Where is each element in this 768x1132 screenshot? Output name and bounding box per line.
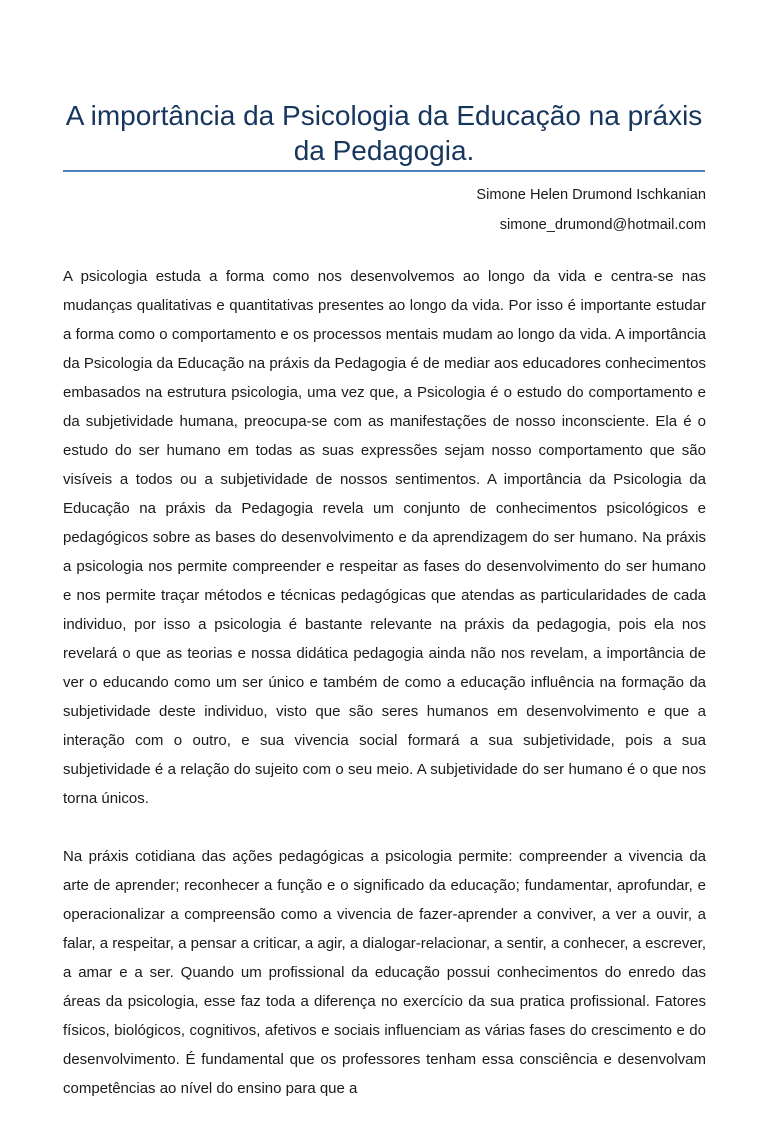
paragraph-2: Na práxis cotidiana das ações pedagógicas a psicologia permite: compreender a vivencia da arte de aprender; reconhecer a função e o significado da educação; fundamentar, aprofundar, e operacionalizar a compreensão como a vivencia de fazer-aprender a conviver, a ver a ouvir, a falar, a respeitar, a pensar a criticar, a agir, a dialogar-relacionar, a sentir, a conhecer, a escrever, a amar e a ser. Quando um profissional da educação possui conhecimentos do enredo das áreas da psicologia, esse faz toda a diferença no exercício da sua pratica profissional. Fatores físicos, biológicos, cognitivos, afetivos e sociais influenciam as várias fases do crescimento e do desenvolvimento. É fundamental que os professores tenham essa consciência e desenvolvam competências ao nível do ensino para que a	[63, 848, 706, 1097]
title-divider	[63, 170, 705, 172]
paragraph-1: A psicologia estuda a forma como nos desenvolvemos ao longo da vida e centra-se nas mudanças qualitativas e quantitativas presentes ao longo da vida. Por isso é importante estudar a forma como o comportamento e os processos mentais mudam ao longo da vida. A importância da Psicologia da Educação na práxis da Pedagogia é de mediar aos educadores conhecimentos embasados na estrutura psicologia, uma vez que, a Psicologia é o estudo do comportamento e da subjetividade humana, preocupa-se com as manifestações de nosso inconsciente. Ela é o estudo do ser humano em todas as suas expressões sejam nosso comportamento que são visíveis a todos ou a subjetividade de nossos sentimentos. A importância da Psicologia da Educação na práxis da Pedagogia revela um conjunto de conhecimentos psicológicos e pedagógicos sobre as bases do desenvolvimento e da aprendizagem do ser humano. Na práxis a psicologia nos permite compreender e respeitar as fases do desenvolvimento do ser humano e nos permite traçar métodos e técnicas pedagógicas que atendas as particularidades de cada individuo, por isso a psicologia é bastante relevante na práxis da pedagogia, pois ela nos revelará o que as teorias e nossa didática pedagogia ainda não nos revelam, a importância de ver o educando como um ser único e também de como a educação influência na formação da subjetividade deste individuo, visto que são seres humanos em desenvolvimento e que a interação com o outro, e sua vivencia social formará a sua subjetividade, pois a sua subjetividade é a relação do sujeito com o seu meio. A subjetividade do ser humano é o que nos torna únicos.	[63, 268, 706, 807]
author-name: Simone Helen Drumond Ischkanian	[476, 187, 706, 203]
author-block	[476, 180, 706, 240]
document-body	[63, 262, 706, 1132]
document-title: A importância da Psicologia da Educação na práxis da Pedagogia.	[65, 100, 703, 166]
author-email: simone_drumond@hotmail.com	[499, 217, 706, 233]
title-block	[63, 98, 705, 168]
